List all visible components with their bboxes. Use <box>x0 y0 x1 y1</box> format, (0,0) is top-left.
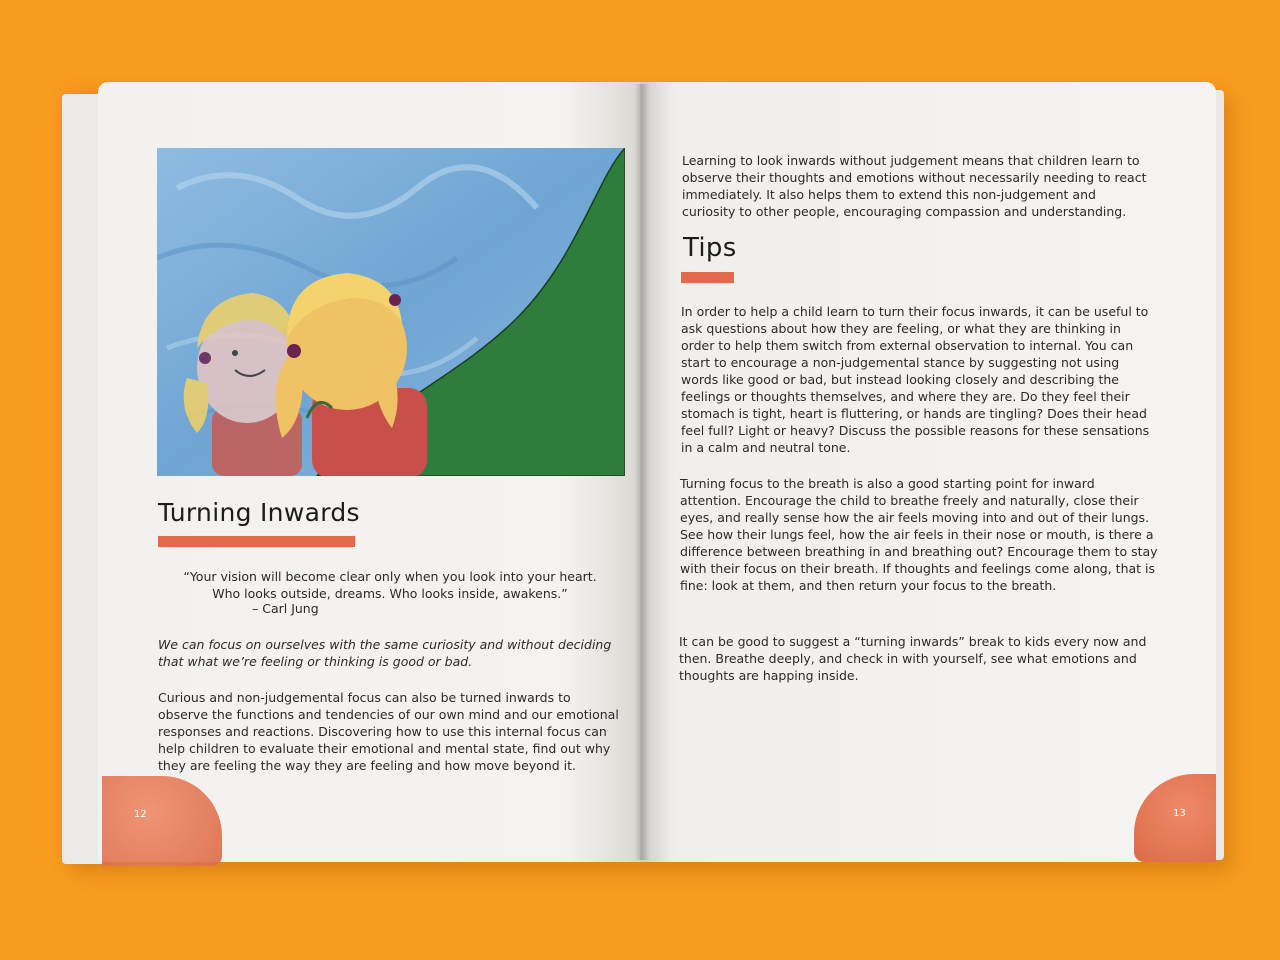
page-number-left: 12 <box>134 809 147 820</box>
section-title-tips: Tips <box>683 233 737 263</box>
accent-bar-tips <box>681 272 734 283</box>
page-title-turning-inwards: Turning Inwards <box>158 498 360 527</box>
page-number-right: 13 <box>1173 808 1186 819</box>
tips-paragraph-2: Turning focus to the breath is also a good starting point for inward attention. Encourage the child to breathe freely and naturally, close their eyes, and really sense how the air feels moving into and out of their lungs. See how their lungs feel, how the air feels in their nose or mouth, is there a difference between breathing in and breathing out? Encourage them to stay with their focus on their breath. If thoughts and feelings come along, that is fine: look at them, and then return your focus to the breath. <box>680 476 1158 593</box>
accent-bar <box>158 536 355 547</box>
italic-paragraph: We can focus on ourselves with the same curiosity and without deciding that what we’re feeling or thinking is good or bad. <box>158 637 612 669</box>
illustration-girl-mirror <box>157 148 625 476</box>
tips-paragraph-1: In order to help a child learn to turn their focus inwards, it can be useful to ask questions about how they are feeling, or what they are thinking in order to help them switch from external observation to internal. You can start to encourage a non-judgemental stance by suggesting not using words like good or bad, but instead looking closely and describing the feelings or thoughts themselves, and where they are. Do they feel their stomach is tight, heart is fluttering, or hands are tingling? Does their head feel full? Light or heavy? Discuss the possible reasons for these sensations in a calm and neutral tone. <box>681 304 1150 455</box>
intro-paragraph: Learning to look inwards without judgement means that children learn to observe their thoughts and emotions without necessarily needing to react immediately. It also helps them to extend this non-judgement and curiosity to other people, encouraging compassion and understanding. <box>682 153 1147 219</box>
tips-paragraph-3: It can be good to suggest a “turning inwards” break to kids every now and then. Breathe deeply, and check in with yourself, see what emotions and thoughts are happing inside. <box>679 634 1147 683</box>
book-gutter <box>634 84 650 860</box>
quote <box>160 568 620 602</box>
quote-line-2: Who looks outside, dreams. Who looks inside, awakens.” <box>212 586 568 601</box>
page-stack-left <box>62 94 102 864</box>
quote-author: – Carl Jung <box>252 601 319 616</box>
body-paragraph: Curious and non-judgemental focus can also be turned inwards to observe the functions and tendencies of our own mind and our emotional responses and reactions. Discovering how to use this internal focus can help children to evaluate their emotional and mental state, find out why they are feeling the way they are feeling and how move beyond it. <box>158 690 619 773</box>
quote-line-1: “Your vision will become clear only when you look into your heart. <box>183 569 597 584</box>
